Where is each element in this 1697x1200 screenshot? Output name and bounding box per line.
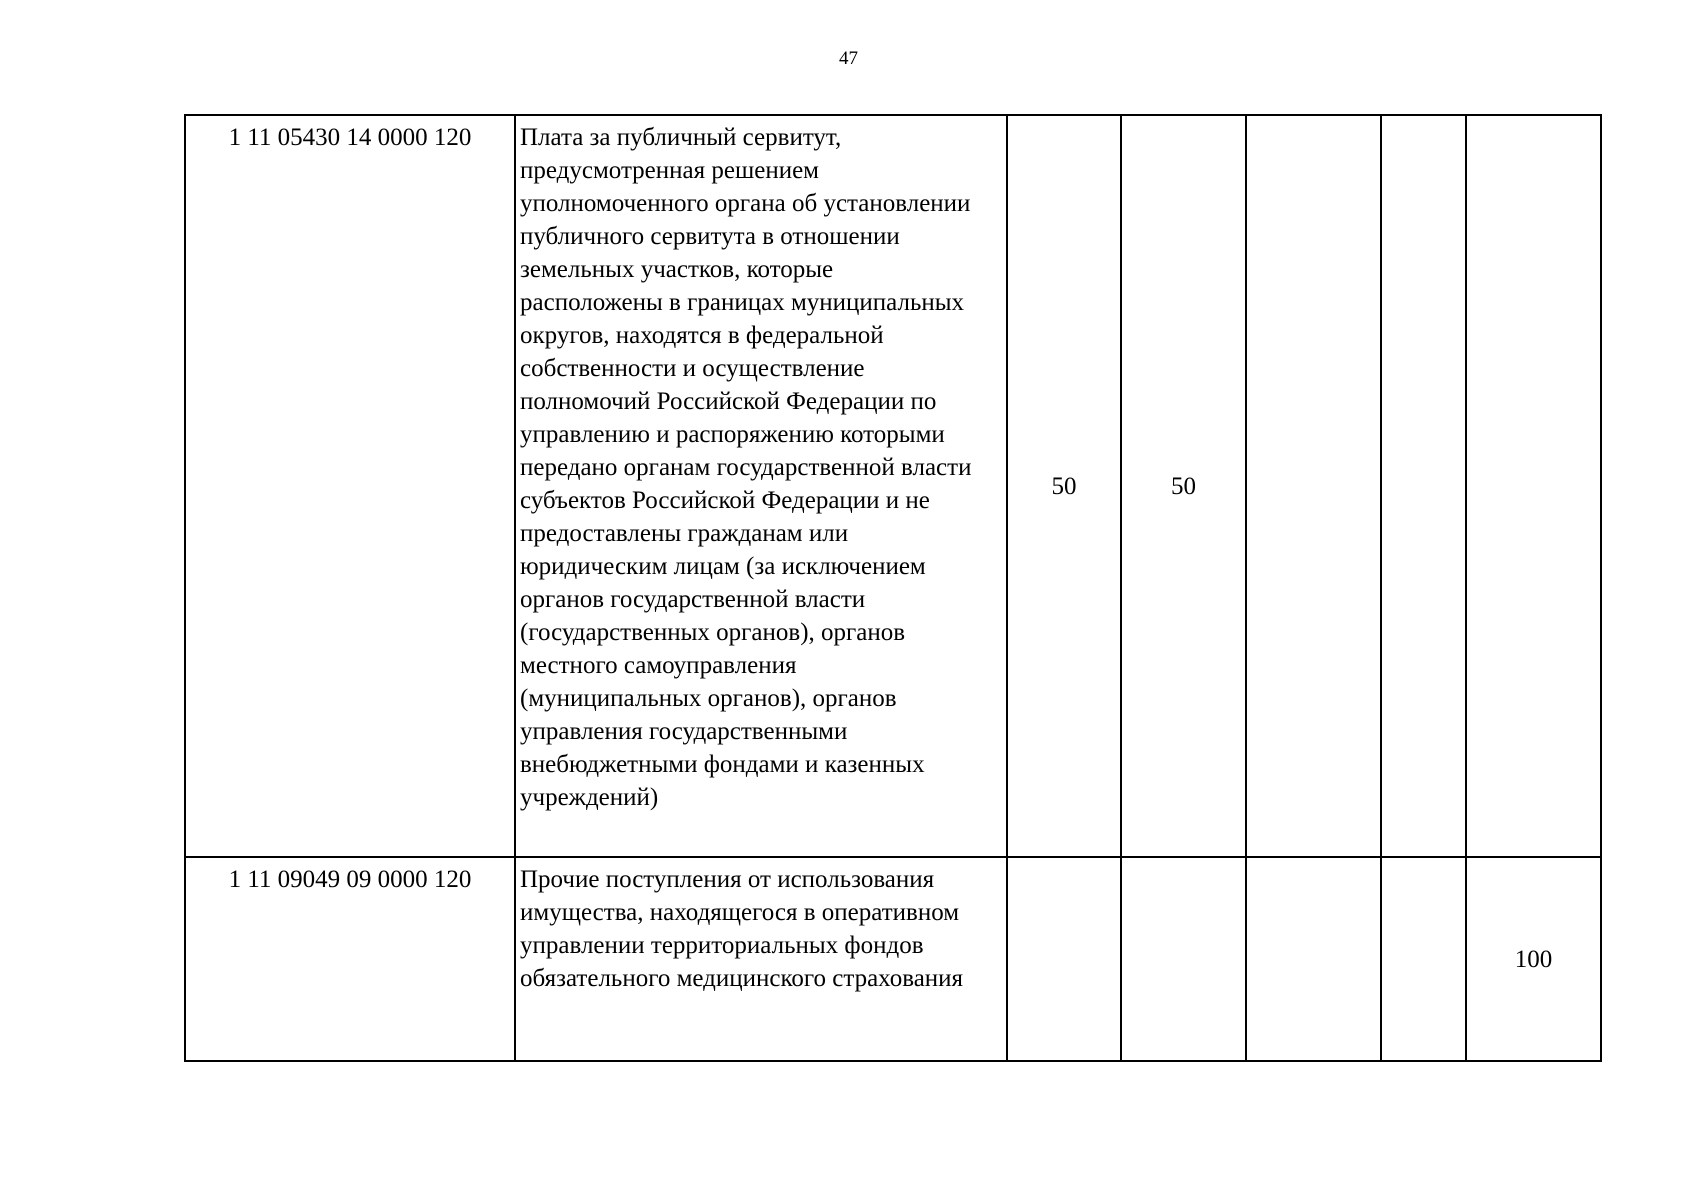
description-line: собственности и осуществление xyxy=(520,355,865,382)
description-line: управлении территориальных фондов xyxy=(520,932,924,959)
description-line: имущества, находящегося в оперативном xyxy=(520,899,960,926)
description-line: публичного сервитута в отношении xyxy=(520,223,900,250)
value-cell xyxy=(1381,857,1466,1061)
description-cell xyxy=(515,857,1007,1061)
table-row xyxy=(185,115,1601,857)
page-number: 47 xyxy=(839,48,858,69)
description-line: внебюджетными фондами и казенных xyxy=(520,751,925,778)
description-line: управления государственными xyxy=(520,718,848,745)
description-line: расположены в границах муниципальных xyxy=(520,289,965,316)
value-cell xyxy=(1466,115,1601,857)
description-line: передано органам государственной власти xyxy=(520,454,972,481)
value-cell xyxy=(1007,857,1121,1061)
description-line: субъектов Российской Федерации и не xyxy=(520,487,930,514)
budget-code-cell: 1 11 09049 09 0000 120 xyxy=(185,857,515,1061)
value-cell xyxy=(1381,115,1466,857)
description-line: уполномоченного органа об установлении xyxy=(520,190,971,217)
budget-code-cell: 1 11 05430 14 0000 120 xyxy=(185,115,515,857)
description-line: органов государственной власти xyxy=(520,586,866,613)
value-cell: 50 xyxy=(1121,115,1246,857)
description-line: управлению и распоряжению которыми xyxy=(520,421,945,448)
description-line: (муниципальных органов), органов xyxy=(520,685,897,712)
description-line: юридическим лицам (за исключением xyxy=(520,553,926,580)
budget-table xyxy=(184,114,1602,1062)
description-line: учреждений) xyxy=(520,784,659,811)
value-cell xyxy=(1246,115,1381,857)
value-cell xyxy=(1121,857,1246,1061)
description-line: обязательного медицинского страхования xyxy=(520,965,964,992)
description-line: предусмотренная решением xyxy=(520,157,819,184)
description-line: полномочий Российской Федерации по xyxy=(520,388,937,415)
description-line: предоставлены гражданам или xyxy=(520,520,849,547)
value-cell: 50 xyxy=(1007,115,1121,857)
description-line: Плата за публичный сервитут, xyxy=(520,124,842,151)
description-line: местного самоуправления xyxy=(520,652,797,679)
description-cell xyxy=(515,115,1007,857)
table-row xyxy=(185,857,1601,1061)
description-line: земельных участков, которые xyxy=(520,256,834,283)
value-cell: 100 xyxy=(1466,857,1601,1061)
description-line: (государственных органов), органов xyxy=(520,619,906,646)
description-line: Прочие поступления от использования xyxy=(520,866,935,893)
description-line: округов, находятся в федеральной xyxy=(520,322,884,349)
value-cell xyxy=(1246,857,1381,1061)
